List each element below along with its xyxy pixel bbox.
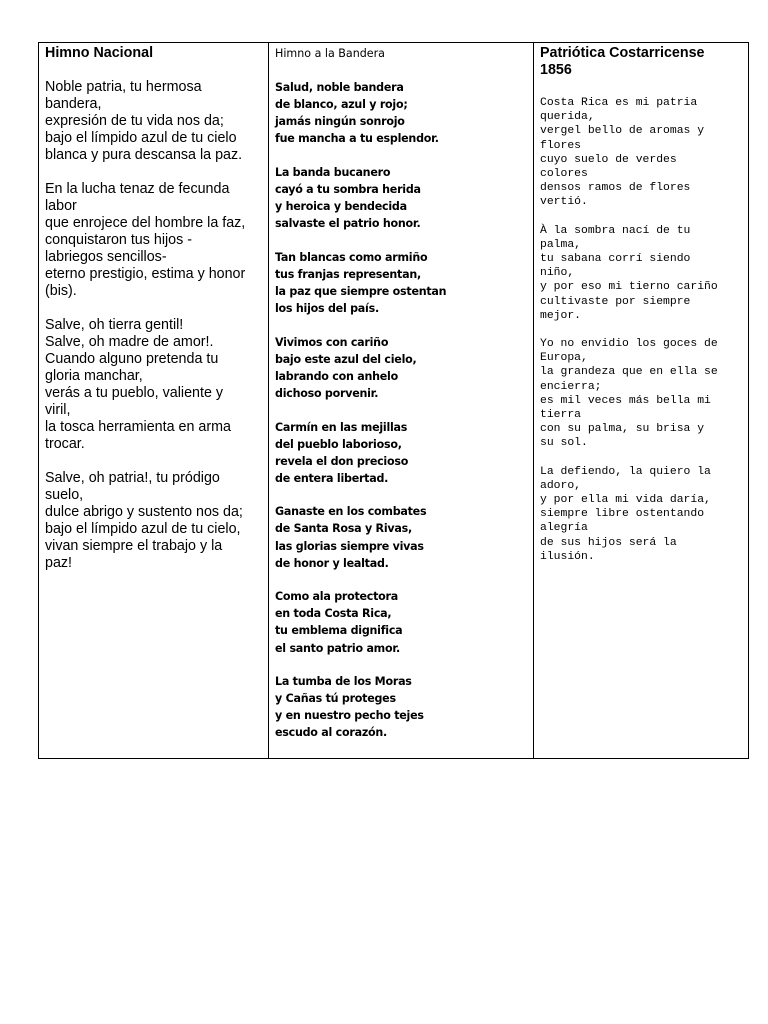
stanza: Salve, oh patria!, tu pródigo suelo, dulce abrigo y sustento nos da; bajo el límpido azul de tu cielo, vivan siempre el trabajo y la paz! [45, 470, 243, 571]
stanza: Tan blancas como armiño tus franjas representan, la paz que siempre ostentan los hijos del país. [275, 250, 447, 316]
stanza: Noble patria, tu hermosa bandera, expresión de tu vida nos da; bajo el límpido azul de tu cielo blanca y pura descansa la paz. [45, 79, 243, 163]
stanza: Salve, oh tierra gentil! Salve, oh madre de amor!. Cuando alguno pretenda tu gloria manchar, verás a tu pueblo, valiente y viril, la tosca herramienta en arma trocar. [45, 317, 231, 452]
column-himno-bandera [269, 43, 534, 759]
stanza: Yo no envidio los goces de Europa, la grandeza que en ella se encierra; es mil veces más bella mi tierra con su palma, su brisa y su sol. [540, 338, 718, 450]
table-row [39, 43, 749, 759]
stanza: Vivimos con cariño bajo este azul del cielo, labrando con anhelo dichoso porvenir. [275, 335, 417, 400]
column-patriotica-costarricense [534, 43, 749, 759]
stanza: La defiendo, la quiero la adoro, y por ella mi vida daría, siempre libre ostentando alegría de sus hijos será la ilusión. [540, 465, 711, 563]
stanza: Como ala protectora en toda Costa Rica, tu emblema dignifica el santo patrio amor. [275, 590, 403, 655]
anthems-table [38, 42, 749, 759]
column-title: Patriótica Costarricense 1856 [540, 45, 705, 78]
column-title: Himno Nacional [45, 45, 154, 61]
stanza: La tumba de los Moras y Cañas tú proteges y en nuestro pecho tejes escudo al corazón. [275, 675, 424, 740]
stanza: La banda bucanero cayó a tu sombra herida y heroica y bendecida salvaste el patrio honor. [275, 165, 421, 231]
stanza: Carmín en las mejillas del pueblo laborioso, revela el don precioso de entera libertad. [275, 420, 409, 485]
stanza: Ganaste en los combates de Santa Rosa y Rivas, las glorias siempre vivas de honor y lealtad. [275, 505, 427, 570]
stanza: En la lucha tenaz de fecunda labor que enrojece del hombre la faz, conquistaron tus hijos - labriegos sencillos- eterno prestigio, estima y honor (bis). [45, 181, 246, 299]
stanza: Costa Rica es mi patria querida, vergel bello de aromas y flores cuyo suelo de verdes colores densos ramos de flores vertió. [540, 97, 705, 209]
column-himno-nacional [39, 43, 269, 759]
stanza: À la sombra nací de tu palma, tu sabana corrí siendo niño, y por eso mi tierno cariño cultivaste por siempre mejor. [540, 224, 718, 322]
column-title: Himno a la Bandera [275, 47, 385, 60]
stanza: Salud, noble bandera de blanco, azul y rojo; jamás ningún sonrojo fue mancha a tu esplendor. [275, 81, 439, 146]
